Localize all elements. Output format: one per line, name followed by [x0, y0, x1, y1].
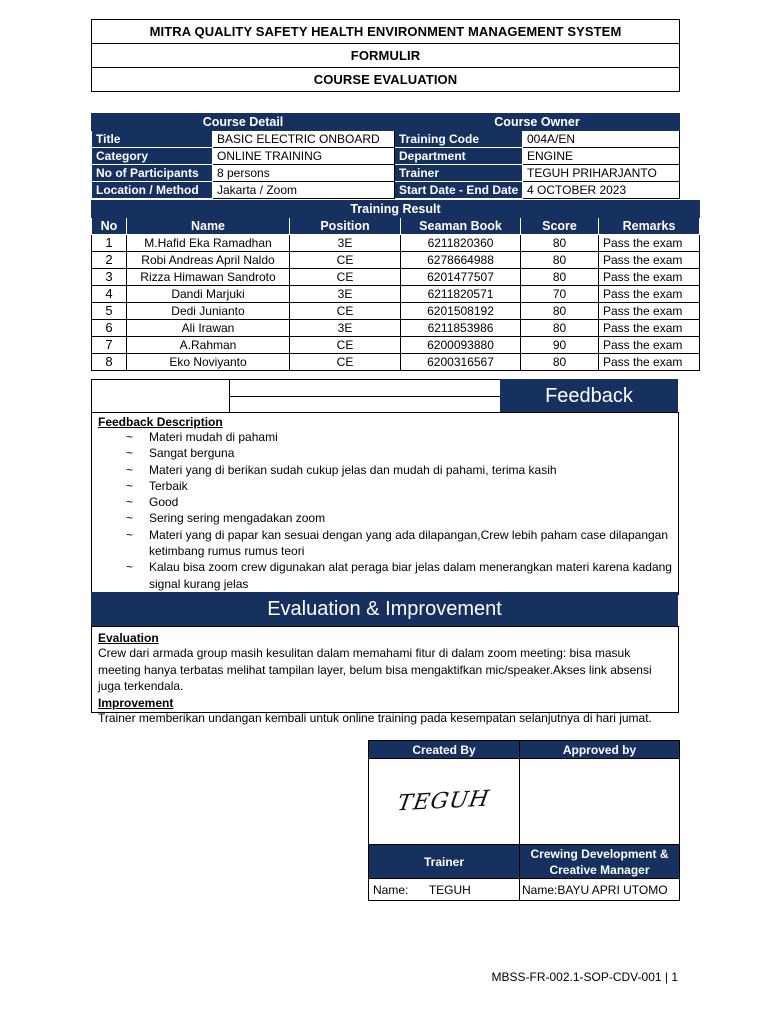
evaluation-section [91, 626, 679, 725]
row-remarks: Pass the exam [599, 337, 700, 354]
row-score: 80 [521, 303, 599, 320]
feedback-item-text: Sering sering mengadakan zoom [149, 511, 326, 526]
evaluation-label: Evaluation [98, 631, 159, 645]
training-result-header-row [92, 218, 700, 235]
feedback-section [91, 412, 679, 595]
row-name: Rizza Himawan Sandroto [127, 269, 290, 286]
row-score: 80 [521, 354, 599, 371]
list-bullet: ~ [126, 430, 134, 444]
course-owner-heading: Course Owner [395, 114, 680, 131]
table-row [92, 337, 700, 354]
row-no: 6 [92, 320, 127, 337]
row-position: CE [290, 354, 401, 371]
table-row [92, 252, 700, 269]
approver-signature-cell [520, 759, 680, 845]
list-item [98, 429, 672, 445]
row-seaman-book: 6211820360 [401, 235, 521, 252]
training-result-heading: Training Result [92, 201, 700, 218]
list-item [98, 510, 672, 526]
row-no: 4 [92, 286, 127, 303]
feedback-description-label: Feedback Description [98, 415, 223, 429]
trainer-name-label: Name: [373, 882, 409, 897]
list-bullet: ~ [126, 495, 134, 510]
row-no: 8 [92, 354, 127, 371]
date-label: Start Date - End Date [395, 182, 523, 199]
list-bullet: ~ [126, 462, 134, 477]
row-name: Robi Andreas April Naldo [127, 252, 290, 269]
table-row [92, 235, 700, 252]
table-row [92, 354, 700, 371]
blank-cell-middle-bottom [229, 396, 501, 413]
row-seaman-book: 6201477507 [401, 269, 521, 286]
feedback-item-text: Materi mudah di pahami [149, 430, 278, 444]
row-score: 70 [521, 286, 599, 303]
header-system-title: MITRA QUALITY SAFETY HEALTH ENVIRONMENT MANAGEMENT SYSTEM [92, 20, 679, 44]
training-code-label: Training Code [395, 131, 523, 148]
row-position: CE [290, 269, 401, 286]
row-no: 5 [92, 303, 127, 320]
department-label: Department [395, 148, 523, 165]
row-no: 2 [92, 252, 127, 269]
row-name: Dedi Junianto [127, 303, 290, 320]
row-name: M.Hafid Eka Ramadhan [127, 235, 290, 252]
list-bullet: ~ [126, 511, 134, 526]
row-remarks: Pass the exam [599, 354, 700, 371]
row-score: 80 [521, 235, 599, 252]
row-name: Eko Noviyanto [127, 354, 290, 371]
creator-signature-cell [369, 759, 520, 845]
evaluation-improvement-title: Evaluation & Improvement [91, 592, 678, 626]
list-bullet: ~ [126, 446, 134, 461]
col-header-position: Position [290, 218, 401, 235]
document-code: MBSS-FR-002.1-SOP-CDV-001 | 1 [491, 970, 678, 984]
row-name: Ali Irawan [127, 320, 290, 337]
row-seaman-book: 6278664988 [401, 252, 521, 269]
feedback-list [98, 429, 672, 592]
trainer-name-cell [369, 879, 520, 901]
feedback-item-text: Materi yang di berikan sudah cukup jelas dan mudah di pahami, terima kasih [149, 462, 557, 477]
row-remarks: Pass the exam [599, 235, 700, 252]
improvement-text: Trainer memberikan undangan kembali untuk online training pada kesempatan selanjutnya di hari jumat. [98, 710, 652, 725]
list-item [98, 462, 672, 478]
row-seaman-book: 6201508192 [401, 303, 521, 320]
feedback-item-text: Materi yang di papar kan sesuai dengan yang ada dilapangan,Crew lebih paham case dilapangan ketimbang rumus rumus teori [149, 527, 669, 559]
signature-table [368, 740, 680, 901]
feedback-item-text: Terbaik [149, 478, 188, 493]
list-bullet: ~ [126, 560, 134, 575]
row-remarks: Pass the exam [599, 303, 700, 320]
trainer-role: Trainer [369, 845, 520, 879]
row-remarks: Pass the exam [599, 286, 700, 303]
table-row [92, 320, 700, 337]
row-score: 80 [521, 252, 599, 269]
header-form-title: COURSE EVALUATION [313, 72, 458, 87]
row-remarks: Pass the exam [599, 269, 700, 286]
approver-role: Crewing Development & Creative Manager [520, 845, 680, 879]
department-value: ENGINE [523, 148, 680, 165]
row-no: 3 [92, 269, 127, 286]
col-header-score: Score [521, 218, 599, 235]
course-info-table [91, 113, 680, 199]
row-position: 3E [290, 286, 401, 303]
list-item [98, 559, 672, 592]
list-item [98, 445, 672, 461]
row-remarks: Pass the exam [599, 320, 700, 337]
created-by-heading: Created By [369, 741, 520, 759]
row-position: 3E [290, 320, 401, 337]
participants-value: 8 persons [213, 165, 395, 182]
blank-cell-middle-top [229, 379, 501, 397]
trainer-value: TEGUH PRIHARJANTO [523, 165, 680, 182]
feedback-title: Feedback [500, 379, 678, 413]
trainer-label: Trainer [395, 165, 523, 182]
document-header [91, 19, 680, 92]
row-seaman-book: 6200316567 [401, 354, 521, 371]
list-item [98, 478, 672, 494]
evaluation-text: Crew dari armada group masih kesulitan dalam memahami fitur di dalam zoom meeting: bisa masuk meeting hanya terbatas melihat tampilan layer, belum bisa mengaktifkan mic/speaker.Akses link absensi juga terkendala. [98, 646, 652, 693]
col-header-no: No [92, 218, 127, 235]
category-value: ONLINE TRAINING [213, 148, 395, 165]
row-seaman-book: 6211853986 [401, 320, 521, 337]
list-item [98, 494, 672, 510]
table-row [92, 303, 700, 320]
row-name: Dandi Marjuki [127, 286, 290, 303]
list-bullet: ~ [126, 527, 134, 542]
feedback-item-text: Kalau bisa zoom crew digunakan alat peraga biar jelas dalam menerangkan materi karena kadang signal kurang jelas [149, 560, 672, 591]
col-header-name: Name [127, 218, 290, 235]
row-no: 1 [92, 235, 127, 252]
location-label: Location / Method [92, 182, 213, 199]
handwritten-signature: TEGUH [396, 786, 492, 817]
training-result-table [91, 200, 700, 371]
row-position: CE [290, 252, 401, 269]
row-score: 90 [521, 337, 599, 354]
row-score: 80 [521, 269, 599, 286]
row-position: CE [290, 337, 401, 354]
row-seaman-book: 6211820571 [401, 286, 521, 303]
feedback-item-text: Sangat berguna [149, 446, 235, 461]
table-row [92, 286, 700, 303]
title-label: Title [92, 131, 213, 148]
date-value: 4 OCTOBER 2023 [523, 182, 680, 199]
approver-name: Name:BAYU APRI UTOMO [520, 879, 680, 901]
improvement-label: Improvement [98, 695, 174, 710]
row-position: CE [290, 303, 401, 320]
row-name: A.Rahman [127, 337, 290, 354]
row-position: 3E [290, 235, 401, 252]
row-no: 7 [92, 337, 127, 354]
approved-by-heading: Approved by [520, 741, 680, 759]
row-seaman-book: 6200093880 [401, 337, 521, 354]
title-value: BASIC ELECTRIC ONBOARD [213, 131, 395, 148]
participants-label: No of Participants [92, 165, 213, 182]
table-row [92, 269, 700, 286]
header-form-type: FORMULIR [92, 44, 679, 68]
trainer-name: TEGUH [428, 882, 471, 897]
training-code-value: 004A/EN [523, 131, 680, 148]
row-remarks: Pass the exam [599, 252, 700, 269]
location-value: Jakarta / Zoom [213, 182, 395, 199]
col-header-seaman-book: Seaman Book [401, 218, 521, 235]
list-item [98, 527, 672, 560]
blank-cell-left [91, 379, 230, 413]
list-bullet: ~ [126, 478, 134, 493]
row-score: 80 [521, 320, 599, 337]
category-label: Category [92, 148, 213, 165]
col-header-remarks: Remarks [599, 218, 700, 235]
feedback-item-text: Good [149, 495, 179, 510]
course-detail-heading: Course Detail [92, 114, 395, 131]
